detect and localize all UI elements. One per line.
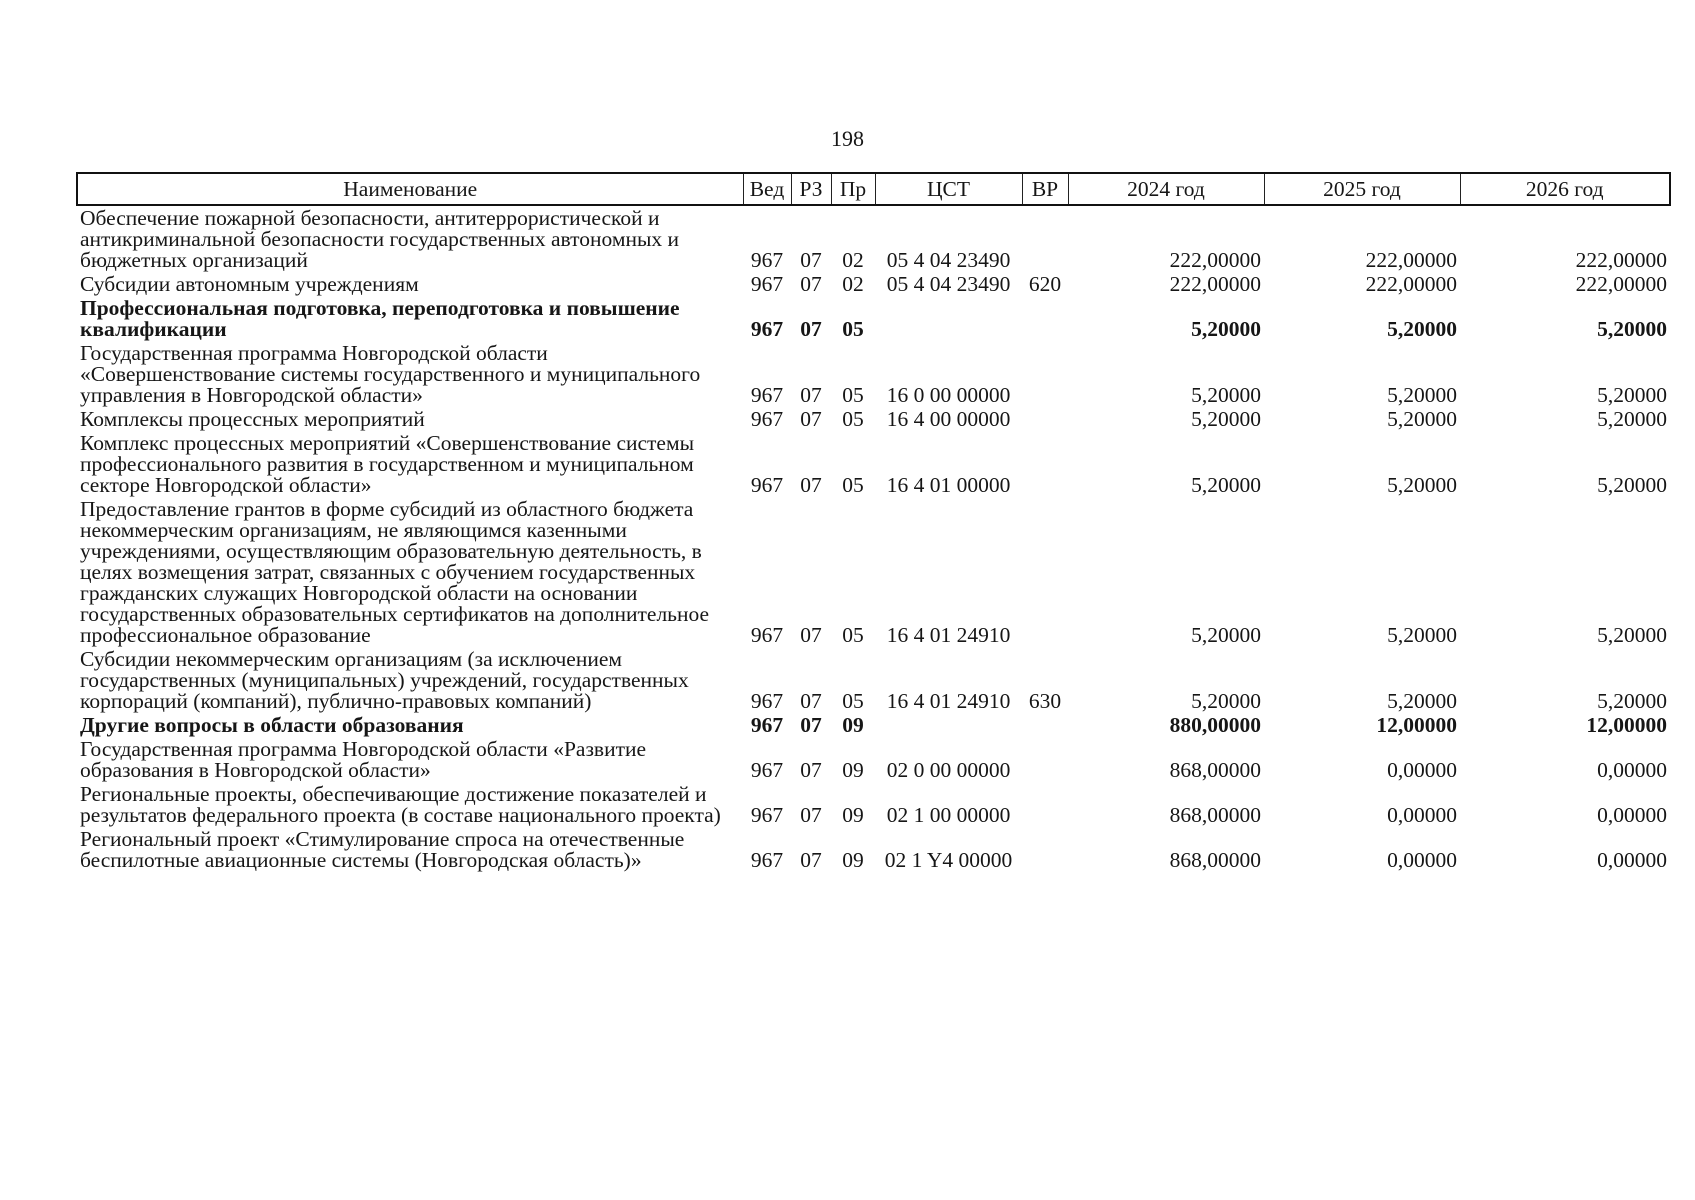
cell-rz: 07 [800, 407, 822, 431]
cell-2025: 222,00000 [1365, 272, 1457, 296]
cell-pr: 09 [842, 848, 864, 872]
cell-2025: 5,20000 [1387, 317, 1457, 341]
cell-name: Государственная программа Новгородской области «Совершенствование системы государственного и муниципального управления в Новгородской области» [80, 341, 701, 407]
cell-vr [1022, 296, 1068, 341]
cell-2025: 5,20000 [1387, 689, 1457, 713]
cell-pr: 09 [842, 803, 864, 827]
cell-2025: 222,00000 [1365, 248, 1457, 272]
cell-2024: 5,20000 [1191, 383, 1261, 407]
table-row [77, 497, 1670, 647]
cell-2024: 5,20000 [1191, 473, 1261, 497]
cell-vr [1022, 205, 1068, 272]
table-body [77, 205, 1670, 872]
header-rz: РЗ [791, 173, 831, 205]
cell-2026: 0,00000 [1597, 848, 1667, 872]
cell-2025: 5,20000 [1387, 407, 1457, 431]
cell-cst: 05 4 04 23490 [886, 272, 1011, 296]
cell-vr [1022, 713, 1068, 737]
cell-ved: 967 [750, 272, 784, 296]
cell-name: Профессиональная подготовка, переподготовка и повышение квалификации [80, 296, 680, 341]
cell-rz: 07 [800, 623, 822, 647]
cell-name: Комплексы процессных мероприятий [80, 407, 425, 431]
cell-pr: 09 [842, 713, 864, 737]
cell-2024: 222,00000 [1169, 272, 1261, 296]
cell-name: Государственная программа Новгородской области «Развитие образования в Новгородской области» [80, 737, 647, 782]
cell-pr: 05 [842, 623, 864, 647]
cell-ved: 967 [750, 407, 784, 431]
header-2025: 2025 год [1264, 173, 1460, 205]
page-number: 198 [831, 126, 864, 151]
cell-vr [1022, 407, 1068, 431]
header-cst: ЦСТ [875, 173, 1022, 205]
cell-rz: 07 [800, 383, 822, 407]
cell-cst: 16 4 01 24910 [886, 623, 1011, 647]
cell-rz: 07 [800, 473, 822, 497]
cell-name: Другие вопросы в области образования [80, 713, 464, 737]
table-row [77, 713, 1670, 737]
table-row [77, 341, 1670, 407]
cell-rz: 07 [800, 272, 822, 296]
cell-ved: 967 [750, 713, 784, 737]
table-row [77, 431, 1670, 497]
cell-2025: 0,00000 [1387, 848, 1457, 872]
cell-2025: 5,20000 [1387, 623, 1457, 647]
cell-cst: 16 4 01 24910 [886, 689, 1011, 713]
cell-cst [875, 296, 1022, 341]
cell-ved: 967 [750, 689, 784, 713]
cell-pr: 09 [842, 758, 864, 782]
table-row [77, 407, 1670, 431]
cell-vr [1022, 827, 1068, 872]
cell-rz: 07 [800, 848, 822, 872]
cell-ved: 967 [750, 317, 784, 341]
cell-2024: 5,20000 [1191, 689, 1261, 713]
cell-2026: 222,00000 [1575, 248, 1667, 272]
cell-rz: 07 [800, 803, 822, 827]
cell-pr: 05 [842, 473, 864, 497]
cell-ved: 967 [750, 623, 784, 647]
cell-ved: 967 [750, 383, 784, 407]
cell-2024: 5,20000 [1191, 317, 1261, 341]
header-2026: 2026 год [1460, 173, 1670, 205]
cell-ved: 967 [750, 758, 784, 782]
cell-name: Региональные проекты, обеспечивающие достижение показателей и результатов федерального проекта (в составе национального проекта) [80, 782, 721, 827]
cell-2026: 0,00000 [1597, 758, 1667, 782]
cell-name: Региональный проект «Стимулирование спроса на отечественные беспилотные авиационные системы (Новгородская область)» [80, 827, 685, 872]
cell-pr: 02 [842, 272, 864, 296]
cell-rz: 07 [800, 248, 822, 272]
cell-ved: 967 [750, 848, 784, 872]
cell-2024: 222,00000 [1169, 248, 1261, 272]
header-pr: Пр [831, 173, 875, 205]
cell-2024: 868,00000 [1169, 848, 1261, 872]
cell-name: Субсидии некоммерческим организациям (за исключением государственных (муниципальных) учреждений, государственных корпораций (компаний), публично-правовых компаний) [80, 647, 689, 713]
cell-cst: 02 1 Y4 00000 [884, 848, 1013, 872]
cell-2026: 12,00000 [1586, 713, 1667, 737]
table-row [77, 827, 1670, 872]
cell-2025: 5,20000 [1387, 383, 1457, 407]
cell-2026: 5,20000 [1597, 383, 1667, 407]
cell-rz: 07 [800, 689, 822, 713]
table-header-row [77, 173, 1670, 205]
cell-vr: 630 [1028, 689, 1062, 713]
table-row [77, 272, 1670, 296]
cell-cst [875, 713, 1022, 737]
cell-2025: 0,00000 [1387, 803, 1457, 827]
cell-cst: 02 1 00 00000 [886, 803, 1011, 827]
cell-2024: 868,00000 [1169, 803, 1261, 827]
cell-vr [1022, 782, 1068, 827]
cell-name: Комплекс процессных мероприятий «Совершенствование системы профессионального развития в государственном и муниципальном секторе Новгородской области» [80, 431, 695, 497]
cell-vr [1022, 497, 1068, 647]
cell-cst: 16 0 00 00000 [886, 383, 1011, 407]
cell-2025: 12,00000 [1376, 713, 1457, 737]
cell-2026: 5,20000 [1597, 623, 1667, 647]
header-ved: Вед [743, 173, 791, 205]
cell-ved: 967 [750, 803, 784, 827]
header-name: Наименование [77, 173, 743, 205]
cell-ved: 967 [750, 473, 784, 497]
cell-rz: 07 [800, 713, 822, 737]
cell-2026: 5,20000 [1597, 317, 1667, 341]
header-vr: ВР [1022, 173, 1068, 205]
cell-2026: 5,20000 [1597, 407, 1667, 431]
cell-2026: 0,00000 [1597, 803, 1667, 827]
table-row [77, 782, 1670, 827]
cell-2024: 880,00000 [1169, 713, 1261, 737]
table-row [77, 647, 1670, 713]
cell-pr: 05 [842, 383, 864, 407]
cell-2026: 5,20000 [1597, 689, 1667, 713]
cell-name: Предоставление грантов в форме субсидий из областного бюджета некоммерческим организациям, не являющимся казенными учреждениями, осуществляющим образовательную деятельность, в целях возмещения затрат, связанных с обучением государственных гражданских служащих Новгородской области на основании государственных образовательных сертификатов на дополнительное профессиональное образование [80, 497, 710, 647]
cell-2026: 222,00000 [1575, 272, 1667, 296]
table-row [77, 296, 1670, 341]
cell-cst: 16 4 00 00000 [886, 407, 1011, 431]
cell-pr: 05 [842, 317, 864, 341]
table-row [77, 205, 1670, 272]
cell-name: Субсидии автономным учреждениям [80, 272, 419, 296]
cell-vr [1022, 431, 1068, 497]
cell-vr [1022, 737, 1068, 782]
cell-pr: 05 [842, 689, 864, 713]
cell-pr: 02 [842, 248, 864, 272]
header-2024: 2024 год [1068, 173, 1264, 205]
cell-2024: 5,20000 [1191, 623, 1261, 647]
cell-vr: 620 [1028, 272, 1062, 296]
cell-cst: 16 4 01 00000 [886, 473, 1011, 497]
cell-ved: 967 [750, 248, 784, 272]
cell-2024: 868,00000 [1169, 758, 1261, 782]
cell-vr [1022, 341, 1068, 407]
cell-cst: 02 0 00 00000 [886, 758, 1011, 782]
cell-cst: 05 4 04 23490 [886, 248, 1011, 272]
table-row [77, 737, 1670, 782]
cell-2024: 5,20000 [1191, 407, 1261, 431]
cell-2026: 5,20000 [1597, 473, 1667, 497]
budget-table [76, 172, 1671, 872]
cell-name: Обеспечение пожарной безопасности, антитеррористической и антикриминальной безопасности государственных автономных и бюджетных организаций [80, 206, 680, 272]
cell-2025: 0,00000 [1387, 758, 1457, 782]
cell-2025: 5,20000 [1387, 473, 1457, 497]
cell-rz: 07 [800, 317, 822, 341]
cell-rz: 07 [800, 758, 822, 782]
cell-pr: 05 [842, 407, 864, 431]
